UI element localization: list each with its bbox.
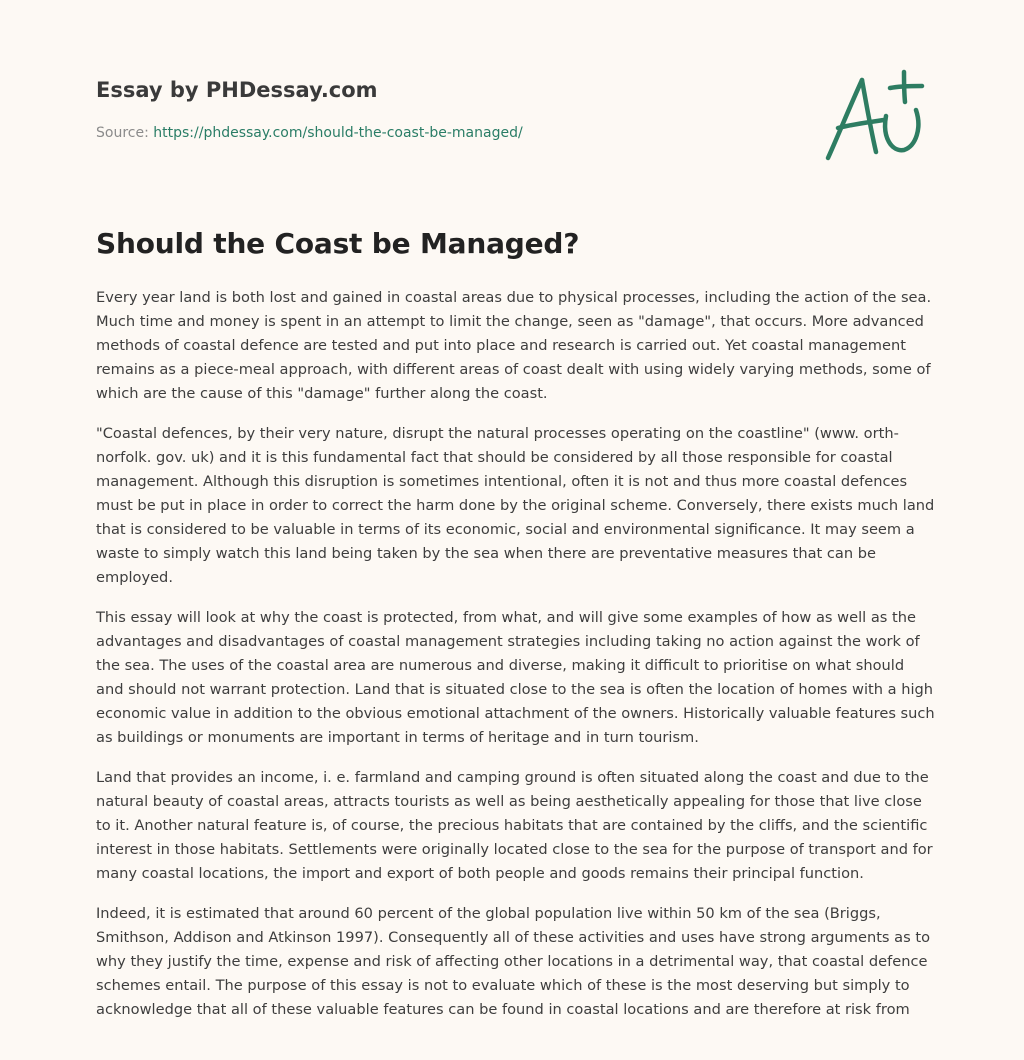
- paragraph: This essay will look at why the coast is protected, from what, and will give some examples of how as well as the advantages and disadvantages of coastal management strategies including taking no action against the work of the sea. The uses of the coastal area are numerous and diverse, making it difficult to prioritise on what should and should not warrant protection. Land that is situated close to the sea is often the location of homes with a high economic value in addition to the obvious emotional attachment of the owners. Historically valuable features such as buildings or monuments are important in terms of heritage and in turn tourism.: [96, 609, 935, 746]
- paragraph: "Coastal defences, by their very nature, disrupt the natural processes operating on the coastline" (www. orth-norfolk. gov. uk) and it is this fundamental fact that should be considered by all those responsible for coastal management. Although this disruption is sometimes intentional, often it is not and thus more coastal defences must be put in place in order to correct the harm done by the original scheme. Conversely, there exists much land that is considered to be valuable in terms of its economic, social and environmental significance. It may seem a waste to simply watch this land being taken by the sea when there are preventative measures that can be employed.: [96, 425, 935, 586]
- essay-title: Should the Coast be Managed?: [96, 227, 580, 260]
- paragraph: Every year land is both lost and gained in coastal areas due to physical processes, including the action of the sea. Much time and money is spent in an attempt to limit the change, seen as "damage", that occurs. More advanced methods of coastal defence are tested and put into place and research is carried out. Yet coastal management remains as a piece-meal approach, with different areas of coast dealt with using widely varying methods, some of which are the cause of this "damage" further along the coast.: [96, 289, 932, 402]
- a-plus-logo-icon: [818, 66, 930, 166]
- source-label: Source:: [96, 125, 149, 141]
- site-brand: Essay by PHDessay.com: [96, 78, 378, 102]
- essay-body: [96, 286, 936, 1038]
- paragraph: Land that provides an income, i. e. farmland and camping ground is often situated along the coast and due to the natural beauty of coastal areas, attracts tourists as well as being aesthetically appealing for those that live close to it. Another natural feature is, of course, the precious habitats that are contained by the cliffs, and the scientific interest in those habitats. Settlements were originally located close to the sea for the purpose of transport and for many coastal locations, the import and export of both people and goods remains their principal function.: [96, 769, 933, 882]
- paragraph: Indeed, it is estimated that around 60 percent of the global population live within 50 km of the sea (Briggs, Smithson, Addison and Atkinson 1997). Consequently all of these activities and uses have strong arguments as to why they justify the time, expense and risk of affecting other locations in a detrimental way, that coastal defence schemes entail. The purpose of this essay is not to evaluate which of these is the most deserving but simply to acknowledge that all of these valuable features can be found in coastal locations and are therefore at risk from: [96, 905, 931, 1018]
- header: [96, 76, 928, 143]
- source-link[interactable]: https://phdessay.com/should-the-coast-be-managed/: [153, 125, 523, 141]
- source-line: [96, 123, 928, 143]
